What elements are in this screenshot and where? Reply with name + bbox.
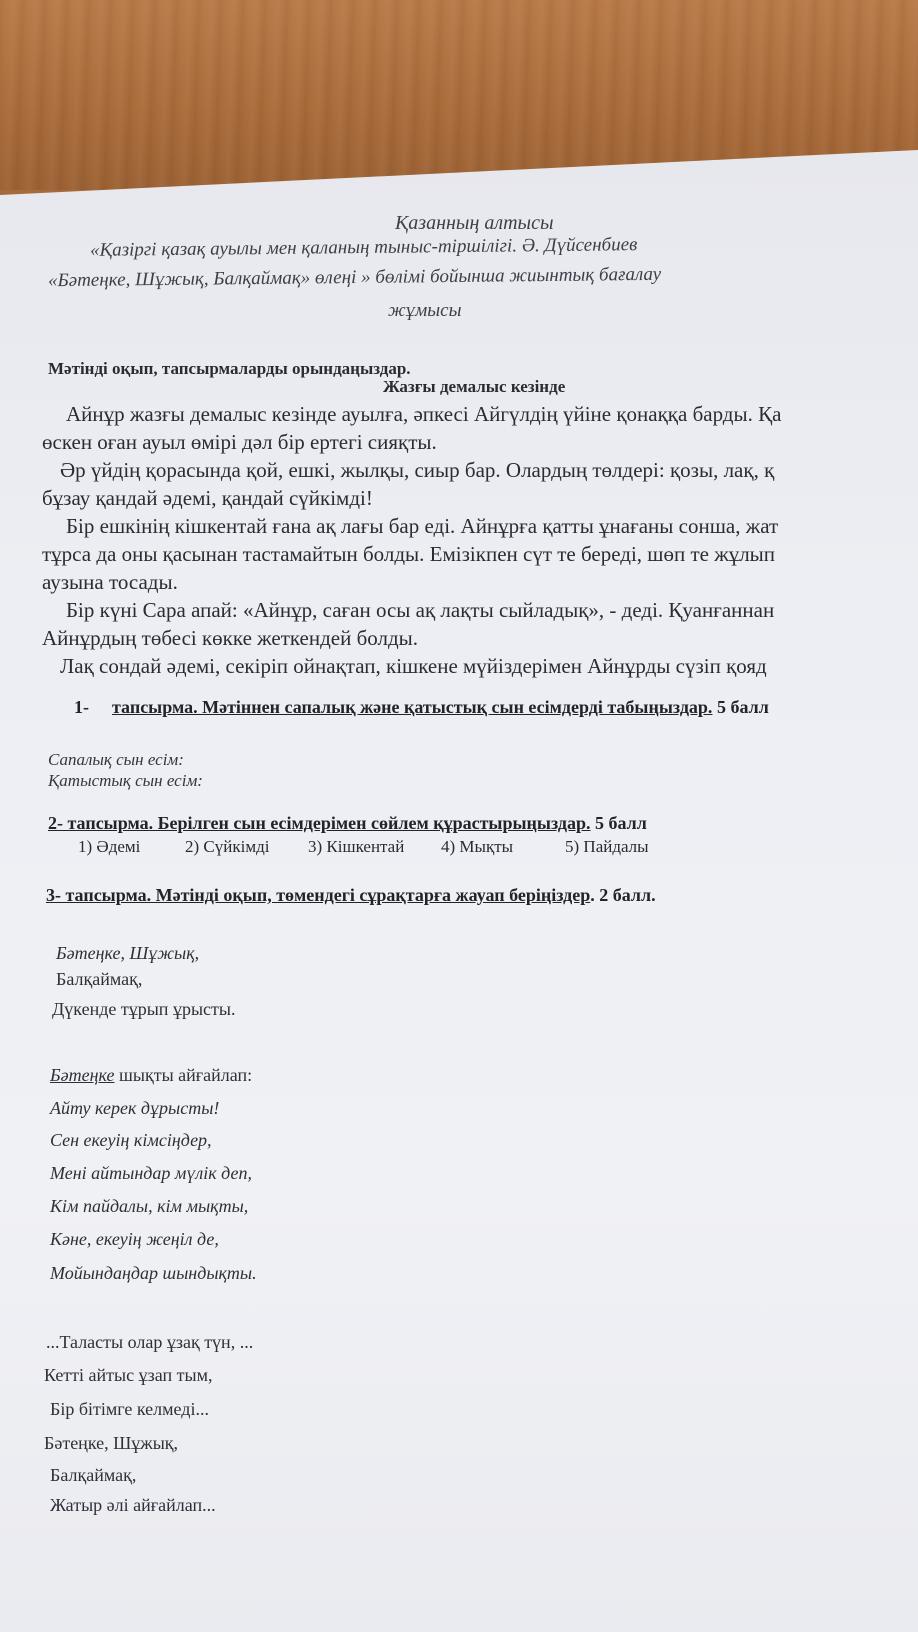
story-line: бұзау қандай әдемі, қандай сүйкімді! xyxy=(42,486,373,510)
poem-line: Балқаймақ, xyxy=(56,969,143,989)
poem-line-rest: шықты айғайлап: xyxy=(114,1065,253,1085)
poem-highlighted-word: Бәтеңке xyxy=(50,1065,115,1085)
task1-field-qualitative: Сапалық сын есім: xyxy=(48,750,184,769)
task1-field-relative: Қатыстық сын есім: xyxy=(48,771,203,790)
poem-line: Дүкенде тұрып ұрысты. xyxy=(52,999,236,1019)
poem-line: Бәтеңке, Шұжық, xyxy=(44,1433,179,1453)
poem-line: Мойындаңдар шындықты. xyxy=(50,1263,257,1283)
story-line: Әр үйдің қорасында қой, ешкі, жылқы, сиыр бар. Олардың төлдері: қозы, лақ, қ xyxy=(60,458,775,482)
story-line: Лақ сондай әдемі, секіріп ойнақтап, кішкене мүйіздерімен Айнұрды сүзіп қояд xyxy=(60,654,767,678)
poem-line: Бір бітімге келмеді... xyxy=(50,1399,209,1419)
task1-text: тапсырма. Мәтіннен сапалық және қатыстық сын есімдерді табыңыздар. xyxy=(112,697,713,717)
story-title: Жазғы демалыс кезінде xyxy=(383,377,566,396)
story-line: Бір күні Сара апай: «Айнұр, саған осы ақ лақты сыйладық», - деді. Қуанғаннан xyxy=(66,598,775,622)
poem-line: ...Таласты олар ұзақ түн, ... xyxy=(46,1332,254,1352)
poem-line: Кетті айтыс ұзап тым, xyxy=(44,1365,213,1385)
story-line: аузына тосады. xyxy=(42,570,178,594)
header-work-line: жұмысы xyxy=(388,300,462,321)
header-date: Қазанның алтысы xyxy=(395,212,554,234)
task2-heading xyxy=(48,814,647,832)
poem-line: Кәне, екеуің жеңіл де, xyxy=(50,1229,219,1249)
story-line: Айнұр жазғы демалыс кезінде ауылға, әпкесі Айгүлдің үйіне қонаққа барды. Қа xyxy=(66,402,782,426)
story-line: Бір ешкінің кішкентай ғана ақ лағы бар еді. Айнұрға қатты ұнағаны сонша, жат xyxy=(66,514,779,538)
task1-score: 5 балл xyxy=(716,697,769,717)
story-line: Айнұрдың төбесі көкке жеткендей болды. xyxy=(42,626,419,650)
task2-text: 2- тапсырма. Берілген сын есімдерімен сөйлем құрастырыңыздар. xyxy=(48,813,591,833)
poem-line: Мені айтындар мүлік деп, xyxy=(50,1163,252,1183)
story-line: тұрса да оны қасынан тастамайтын болды. Емізікпен сүт те береді, шөп те жұлып xyxy=(42,542,776,566)
poem-line: Балқаймақ, xyxy=(50,1465,137,1485)
task2-option: 2) Сүйкімді xyxy=(185,837,270,856)
task1-number: 1- xyxy=(74,697,89,717)
poem-line xyxy=(50,1066,252,1084)
header-section-line: «Бәтеңке, Шұжық, Балқаймақ» өлеңі » бөлімі бойынша жиынтық бағалау xyxy=(47,263,662,292)
task2-option: 4) Мықты xyxy=(441,837,514,856)
poem-line: Жатыр әлі айғайлап... xyxy=(50,1495,216,1515)
poem-line: Кім пайдалы, кім мықты, xyxy=(50,1196,249,1216)
poem-line: Бәтеңке, Шұжық, xyxy=(56,943,200,963)
story-line: өскен оған ауыл өмірі дәл бір ертегі сияқты. xyxy=(42,430,437,454)
task3-heading xyxy=(46,886,656,904)
poem-line: Сен екеуің кімсіңдер, xyxy=(50,1130,212,1150)
instruction: Мәтінді оқып, тапсырмаларды орындаңыздар. xyxy=(48,359,411,378)
task3-text: 3- тапсырма. Мәтінді оқып, төмендегі сұрақтарға жауап беріңіздер xyxy=(46,885,591,905)
task1-heading xyxy=(74,698,769,716)
task2-score: 5 балл xyxy=(595,813,647,833)
task2-option: 3) Кішкентай xyxy=(308,837,405,856)
task2-option: 5) Пайдалы xyxy=(565,837,649,856)
task3-score: . 2 балл. xyxy=(590,885,656,905)
task2-option: 1) Әдемі xyxy=(78,837,141,856)
header-topic-line: «Қазіргі қазақ ауылы мен қаланың тыныс-тіршілігі. Ә. Дүйсенбиев xyxy=(89,234,638,261)
poem-line: Айту керек дұрысты! xyxy=(50,1098,220,1118)
